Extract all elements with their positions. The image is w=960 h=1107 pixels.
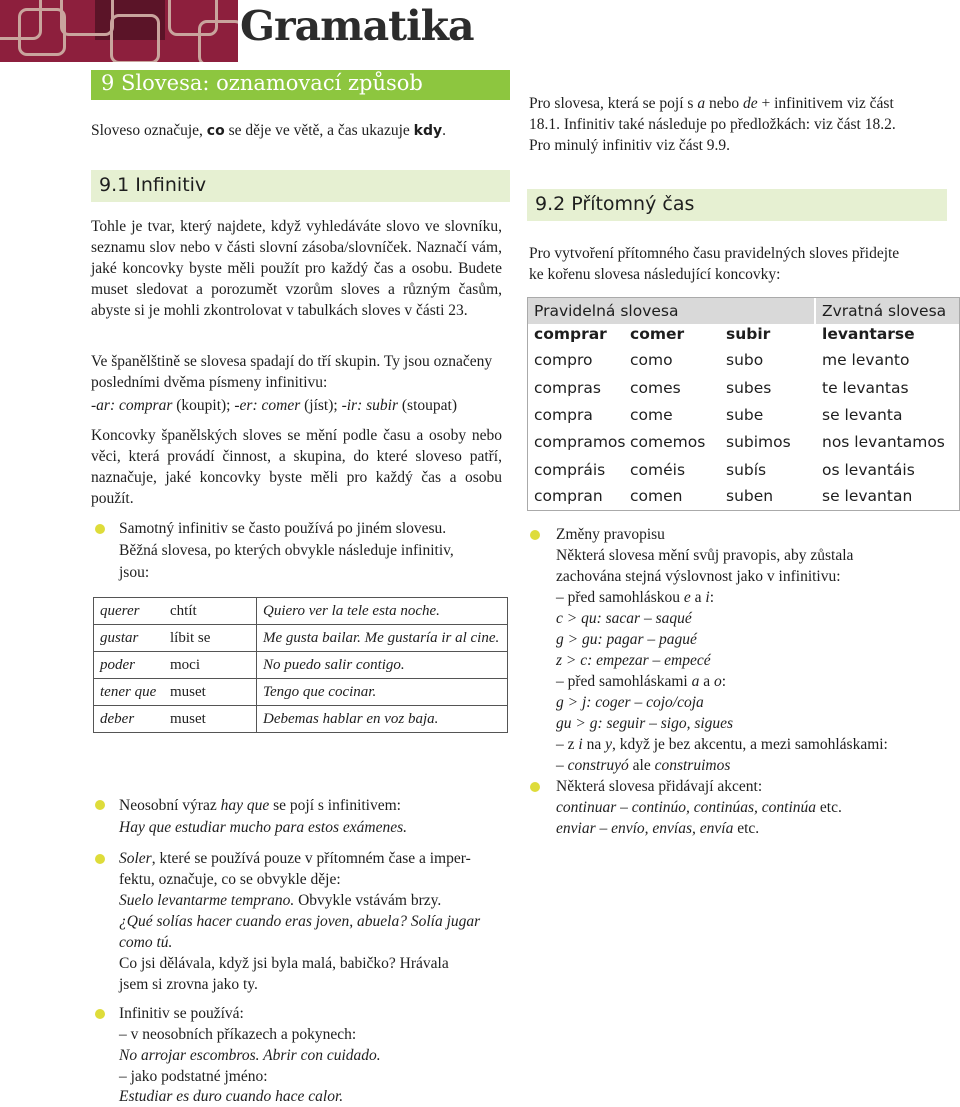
- table-row: [94, 625, 508, 652]
- bullet-text: Hay que estudiar mucho para estos exámenes.: [119, 819, 407, 836]
- conjugation-cell: subimos: [726, 433, 791, 451]
- bullet-text: jsou:: [119, 564, 150, 581]
- header-label: Zvratná slovesa: [822, 302, 947, 320]
- conjugation-cell: compro: [534, 351, 593, 369]
- conjugation-cell: comes: [630, 379, 681, 397]
- bullet-text: Neosobní výraz hay que se pojí s infinitivem:: [119, 797, 401, 814]
- bullet-text: Infinitiv se používá:: [119, 1005, 244, 1022]
- section-intro: Sloveso označuje, co se děje ve větě, a čas ukazuje kdy.: [91, 122, 446, 139]
- conjugation-cell: comen: [630, 487, 683, 505]
- bullet-text: No arrojar escombros. Abrir con cuidado.: [119, 1047, 381, 1064]
- conjugation-cell: comemos: [630, 433, 706, 451]
- bullet-text: z > c: empezar – empecé: [556, 652, 711, 669]
- table-cell: muset: [164, 706, 257, 733]
- bullet-icon: [95, 854, 105, 864]
- table-cell: Debemas hablar en voz baja.: [257, 706, 508, 733]
- bullet-text: – construyó ale construimos: [556, 757, 731, 774]
- bullet-text: continuar – continúo, continúas, continúa etc.: [556, 799, 842, 816]
- present-heading-bar: [527, 189, 947, 221]
- bullet-text: Běžná slovesa, po kterých obvykle následuje infinitiv,: [119, 542, 454, 559]
- present-text: Pro vytvoření přítomného času pravidelných sloves přidejte: [529, 245, 900, 262]
- verb-table: [93, 597, 508, 733]
- table-row: [94, 706, 508, 733]
- table-cell: deber: [94, 706, 165, 733]
- bullet-text: zachována stejná výslovnost jako v infinitivu:: [556, 568, 841, 585]
- bullet-text: g > j: coger – cojo/coja: [556, 694, 704, 711]
- bullet-text: Samotný infinitiv se často používá po jiném slovesu.: [119, 520, 447, 537]
- bullet-text: Co jsi dělávala, když jsi byla malá, babičko? Hrávala: [119, 955, 449, 972]
- header-label: Pravidelná slovesa: [534, 302, 679, 320]
- bullet-text: gu > g: seguir – sigo, sigues: [556, 715, 734, 732]
- table-cell: poder: [94, 652, 165, 679]
- bullet-text: Některá slovesa přidávají akcent:: [556, 778, 763, 795]
- table-cell: Quiero ver la tele esta noche.: [257, 598, 508, 625]
- conjugation-cell: nos levantamos: [822, 433, 945, 451]
- bullet-text: – před samohláskami a a o:: [556, 673, 727, 690]
- table-cell: moci: [164, 652, 257, 679]
- bullet-text: – z i na y, když je bez akcentu, a mezi samohláskami:: [556, 736, 888, 753]
- verb-groups: -ar: comprar (koupit); -er: comer (jíst); -ir: subir (stoupat): [91, 397, 457, 414]
- conjugation-cell: compran: [534, 487, 603, 505]
- present-heading: 9.2 Přítomný čas: [535, 193, 695, 215]
- conjugation-cell: te levantas: [822, 379, 909, 397]
- bullet-text: fektu, označuje, co se obvykle děje:: [119, 871, 341, 888]
- bullet-text: Změny pravopisu: [556, 526, 665, 543]
- right-intro-line: Pro minulý infinitiv viz část 9.9.: [529, 137, 731, 154]
- table-row: [94, 652, 508, 679]
- bullet-text: – jako podstatné jméno:: [119, 1068, 268, 1085]
- bullet-text: – v neosobních příkazech a pokynech:: [119, 1026, 357, 1043]
- bullet-icon: [530, 530, 540, 540]
- bullet-text: ¿Qué solías hacer cuando eras joven, abuela? Solía jugar: [119, 913, 481, 930]
- table-cell: chtít: [164, 598, 257, 625]
- bullet-icon: [95, 800, 105, 810]
- conjugation-cell: compra: [534, 406, 593, 424]
- bullet-text: Některá slovesa mění svůj pravopis, aby zůstala: [556, 547, 854, 564]
- conjugation-cell: subes: [726, 379, 772, 397]
- table-cell: querer: [94, 598, 165, 625]
- conjugation-cell: se levanta: [822, 406, 903, 424]
- table-cell: tener que: [94, 679, 165, 706]
- bullet-text: – před samohláskou e a i:: [556, 589, 715, 606]
- conjugation-cell: levantarse: [822, 325, 915, 343]
- page-title: Gramatika: [240, 2, 474, 50]
- table-cell: líbit se: [164, 625, 257, 652]
- right-intro-line: Pro slovesa, která se pojí s a nebo de + infinitivem viz část: [529, 95, 894, 112]
- table-cell: No puedo salir contigo.: [257, 652, 508, 679]
- conjugation-header-regular: [528, 298, 814, 324]
- bullet-text: jsem si zrovna jako ty.: [119, 976, 258, 993]
- table-cell: muset: [164, 679, 257, 706]
- page-header: [0, 0, 960, 62]
- table-row: [94, 679, 508, 706]
- table-cell: gustar: [94, 625, 165, 652]
- infinitive-paragraph-3: Koncovky španělských sloves se mění podle času a osoby nebo věci, která provádí činnost, a skupina, do které sloveso patří, naznačuje, jaké koncovky byste měli pro každý čas a osobu použít.: [91, 427, 502, 507]
- conjugation-cell: sube: [726, 406, 764, 424]
- conjugation-cell: subo: [726, 351, 764, 369]
- infinitive-paragraph-2: Ve španělštině se slovesa spadají do tří skupin. Ty jsou označeny posledními dvěma písmeny infinitivu:: [91, 353, 493, 391]
- bullet-icon: [95, 524, 105, 534]
- right-intro-line: 18.1. Infinitiv také následuje po předložkách: viz část 18.2.: [529, 116, 896, 133]
- present-text: ke kořenu slovesa následující koncovky:: [529, 266, 781, 283]
- infinitive-paragraph-1: Tohle je tvar, který najdete, když vyhledáváte slovo ve slovníku, seznamu slov nebo v části slovní zásoba/slovníček. Naznačí vám, jaké koncovky byste měli použít pro každý čas a osobu. Budete muset sledovat a porozumět vzorům sloves a různým časům, abyste si je mohli zkontrolovat v tabulkách sloves v části 23.: [91, 218, 502, 319]
- conjugation-table: [527, 297, 960, 511]
- conjugation-cell: come: [630, 406, 673, 424]
- conjugation-cell: suben: [726, 487, 774, 505]
- section-heading-bar: [91, 70, 510, 100]
- bullet-text: Soler, které se používá pouze v přítomném čase a imper-: [119, 850, 471, 867]
- infinitive-heading: 9.1 Infinitiv: [99, 174, 207, 196]
- conjugation-cell: comer: [630, 325, 685, 343]
- bullet-icon: [95, 1009, 105, 1019]
- conjugation-cell: compramos: [534, 433, 626, 451]
- header-decoration: [0, 0, 238, 62]
- conjugation-cell: subís: [726, 461, 767, 479]
- bullet-text: g > gu: pagar – pagué: [556, 631, 697, 648]
- bullet-text: como tú.: [119, 934, 173, 951]
- table-cell: Me gusta bailar. Me gustaría ir al cine.: [257, 625, 508, 652]
- section-heading: 9 Slovesa: oznamovací způsob: [101, 71, 423, 95]
- bullet-icon: [530, 782, 540, 792]
- conjugation-cell: compras: [534, 379, 601, 397]
- conjugation-cell: coméis: [630, 461, 686, 479]
- bullet-text: Suelo levantarme temprano. Obvykle vstávám brzy.: [119, 892, 442, 909]
- infinitive-heading-bar: [91, 170, 510, 202]
- conjugation-cell: subir: [726, 325, 771, 343]
- table-row: [94, 598, 508, 625]
- conjugation-cell: compráis: [534, 461, 606, 479]
- conjugation-cell: me levanto: [822, 351, 910, 369]
- conjugation-cell: os levantáis: [822, 461, 915, 479]
- bullet-text: enviar – envío, envías, envía etc.: [556, 820, 760, 837]
- bullet-text: Estudiar es duro cuando hace calor.: [119, 1088, 344, 1105]
- bullet-text: c > qu: sacar – saqué: [556, 610, 692, 627]
- conjugation-cell: como: [630, 351, 673, 369]
- conjugation-cell: se levantan: [822, 487, 913, 505]
- conjugation-header-reflexive: [816, 298, 959, 324]
- conjugation-cell: comprar: [534, 325, 607, 343]
- table-cell: Tengo que cocinar.: [257, 679, 508, 706]
